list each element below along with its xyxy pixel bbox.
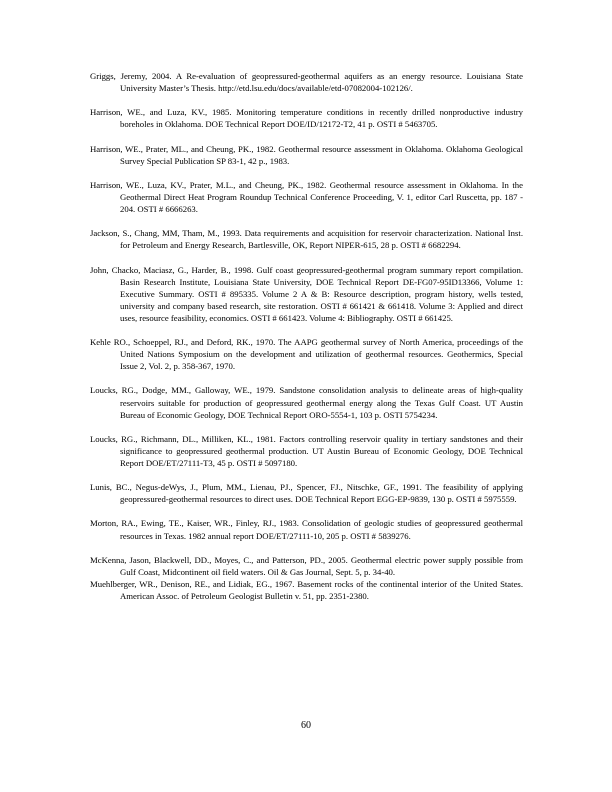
reference-entry: McKenna, Jason, Blackwell, DD., Moyes, C., and Patterson, PD., 2005. Geothermal electric power supply possible from Gulf Coast, Midcontinent oil field waters. Oil & Gas Journal, Sept. 5, p. 34-40. — [90, 554, 523, 577]
reference-entry: Harrison, WE., Luza, KV., Prater, M.L., and Cheung, PK., 1982. Geothermal resource assessment in Oklahoma. In the Geothermal Direct Heat Program Roundup Technical Conference Proceeding, V. 1, editor Carl Ruscetta, pp. 187 - 204. OSTI # 6666263. — [90, 179, 523, 215]
reference-entry: Harrison, WE., and Luza, KV., 1985. Monitoring temperature conditions in recently drilled nonproductive industry boreholes in Oklahoma. DOE Technical Report DOE/ID/12172-T2, 41 p. OSTI # 5463705. — [90, 107, 523, 130]
reference-entry: Morton, RA., Ewing, TE., Kaiser, WR., Finley, RJ., 1983. Consolidation of geologic studies of geopressured geothermal resources in Texas. 1982 annual report DOE/ET/27111-10, 205 p. OSTI # 5839276. — [90, 518, 523, 541]
page-number: 60 — [301, 720, 311, 731]
reference-entry: Jackson, S., Chang, MM, Tham, M., 1993. Data requirements and acquisition for reservoir characterization. National Inst. for Petroleum and Energy Research, Bartlesville, OK, Report NIPER-615, 28 p. OSTI # 6682294. — [90, 228, 523, 251]
reference-entry: Muehlberger, WR., Denison, RE., and Lidiak, EG., 1967. Basement rocks of the continental interior of the United States. American Assoc. of Petroleum Geologist Bulletin v. 51, pp. 2351-2380. — [90, 578, 523, 602]
reference-entry: Griggs, Jeremy, 2004. A Re-evaluation of geopressured-geothermal aquifers as an energy resource. Louisiana State University Master’s Thesis. http://etd.lsu.edu/docs/available/etd-07082004-102126/. — [90, 71, 523, 94]
reference-entry: John, Chacko, Maciasz, G., Harder, B., 1998. Gulf coast geopressured-geothermal program summary report compilation. Basin Research Institute, Louisiana State University, DOE Technical Report DE-FG07-95ID13366, Volume 1: Executive Summary. OSTI # 895335. Volume 2 A & B: Resource description, program history, wells tested, university and company based research, site restoration. OSTI # 661421 & 661418. Volume 3: Applied and direct uses, resource feasibility, economics. OSTI # 661423. Volume 4: Bibliography. OSTI # 661425. — [90, 264, 523, 323]
reference-list — [90, 70, 523, 602]
reference-entry: Harrison, WE., Prater, ML., and Cheung, PK., 1982. Geothermal resource assessment in Oklahoma. Oklahoma Geological Survey Special Publication SP 83-1, 42 p., 1983. — [90, 143, 523, 166]
reference-entry: Lunis, BC., Negus-deWys, J., Plum, MM., Lienau, PJ., Spencer, FJ., Nitschke, GF., 1991. The feasibility of applying geopressured-geothermal resources to direct uses. DOE Technical Report EGG-EP-9839, 130 p. OSTI # 5975559. — [90, 482, 523, 505]
reference-entry: Loucks, RG., Richmann, DL., Milliken, KL., 1981. Factors controlling reservoir quality in tertiary sandstones and their significance to geopressured geothermal production. UT Austin Bureau of Economic Geology, DOE Technical Report DOE/ET/27111-T3, 45 p. OSTI # 5097180. — [90, 433, 523, 468]
reference-entry: Loucks, RG., Dodge, MM., Galloway, WE., 1979. Sandstone consolidation analysis to delineate areas of high-quality reservoirs suitable for production of geopressured geothermal energy along the Texas Gulf Coast. UT Austin Bureau of Economic Geology, DOE Technical Report ORO-5554-1, 103 p. OSTI 5754234. — [90, 385, 523, 420]
reference-entry: Kehle RO., Schoeppel, RJ., and Deford, RK., 1970. The AAPG geothermal survey of North America, proceedings of the United Nations Symposium on the development and utilization of geothermal resources. Geothermics, Special Issue 2, Vol. 2, p. 358-367, 1970. — [90, 337, 523, 372]
